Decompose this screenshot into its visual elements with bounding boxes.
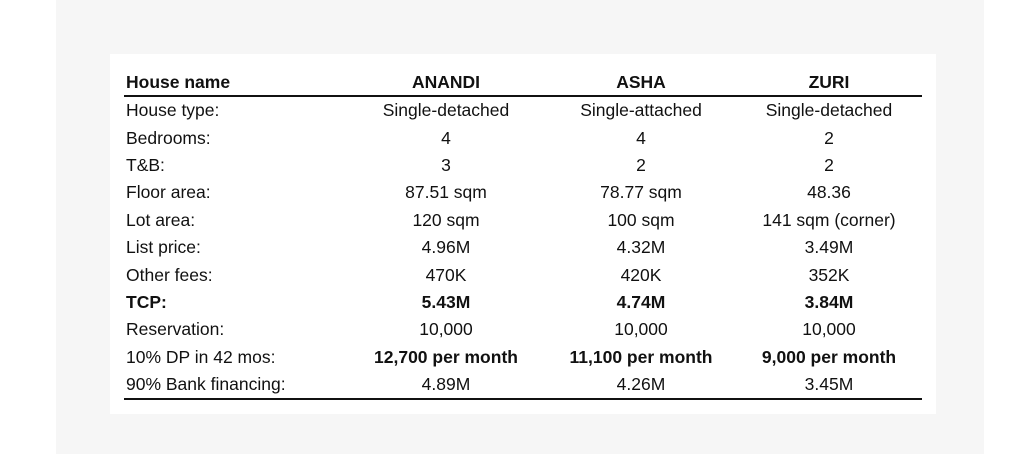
row-value-cell: 12,700 per month bbox=[374, 346, 518, 367]
table-row bbox=[124, 96, 922, 124]
row-value-cell: 352K bbox=[808, 264, 850, 285]
row-label: TCP: bbox=[126, 291, 167, 312]
comparison-table-card bbox=[110, 54, 936, 414]
row-value-cell: 4.96M bbox=[421, 237, 471, 258]
row-value-cell: 120 sqm bbox=[412, 209, 480, 230]
table-row bbox=[124, 234, 922, 261]
row-value-cell: 2 bbox=[824, 127, 834, 148]
table-row bbox=[124, 152, 922, 179]
row-value-cell: 48.36 bbox=[807, 182, 851, 203]
row-value-cell: 470K bbox=[425, 264, 467, 285]
row-label: Reservation: bbox=[126, 319, 225, 340]
row-value-cell: Single-detached bbox=[765, 100, 893, 121]
row-label: Bedrooms: bbox=[126, 127, 211, 148]
table-row bbox=[124, 371, 922, 399]
table-row bbox=[124, 261, 922, 288]
row-label: House type: bbox=[126, 100, 220, 121]
row-value-cell: 3.45M bbox=[736, 371, 922, 399]
table-row bbox=[124, 316, 922, 343]
table-row bbox=[124, 124, 922, 151]
header-house-name: House name bbox=[124, 66, 346, 96]
table-row bbox=[124, 289, 922, 316]
row-label: Other fees: bbox=[126, 264, 213, 285]
row-label: Floor area: bbox=[126, 182, 211, 203]
row-value-cell: Single-detached bbox=[382, 100, 510, 121]
row-value-cell: 3.49M bbox=[804, 237, 854, 258]
header-asha: ASHA bbox=[546, 66, 736, 96]
table-row bbox=[124, 179, 922, 206]
table-row bbox=[124, 344, 922, 371]
row-value-cell: 3 bbox=[441, 154, 451, 175]
row-value-cell: 420K bbox=[620, 264, 662, 285]
header-anandi: ANANDI bbox=[346, 66, 546, 96]
row-value-cell: 4.32M bbox=[616, 237, 666, 258]
row-value-cell: 5.43M bbox=[421, 291, 471, 312]
row-value-cell: 78.77 sqm bbox=[600, 182, 682, 203]
row-label: T&B: bbox=[126, 154, 165, 175]
row-label: 90% Bank financing: bbox=[124, 371, 346, 399]
header-zuri: ZURI bbox=[736, 66, 922, 96]
table-header-row bbox=[124, 66, 922, 96]
row-label: 10% DP in 42 mos: bbox=[126, 346, 276, 367]
row-value-cell: 11,100 per month bbox=[569, 346, 713, 367]
row-value-cell: 141 sqm (corner) bbox=[762, 209, 896, 230]
table-body bbox=[124, 96, 922, 399]
row-value-cell: 3.84M bbox=[804, 291, 854, 312]
row-value-cell: 9,000 per month bbox=[761, 346, 897, 367]
table-row bbox=[124, 207, 922, 234]
row-value-cell: 87.51 sqm bbox=[405, 182, 487, 203]
row-value-cell: 10,000 bbox=[419, 319, 473, 340]
row-value-cell: 2 bbox=[636, 154, 646, 175]
row-value-cell: 10,000 bbox=[802, 319, 856, 340]
row-label: Lot area: bbox=[126, 209, 196, 230]
row-value-cell: 2 bbox=[824, 154, 834, 175]
row-value-cell: 4 bbox=[636, 127, 646, 148]
row-label: List price: bbox=[126, 237, 201, 258]
row-value-cell: 4.89M bbox=[346, 371, 546, 399]
row-value-cell: Single-attached bbox=[580, 100, 702, 121]
row-value-cell: 100 sqm bbox=[607, 209, 675, 230]
row-value-cell: 10,000 bbox=[614, 319, 668, 340]
row-value-cell: 4 bbox=[441, 127, 451, 148]
row-value-cell: 4.74M bbox=[616, 291, 666, 312]
row-value-cell: 4.26M bbox=[546, 371, 736, 399]
house-comparison-table bbox=[124, 66, 922, 400]
